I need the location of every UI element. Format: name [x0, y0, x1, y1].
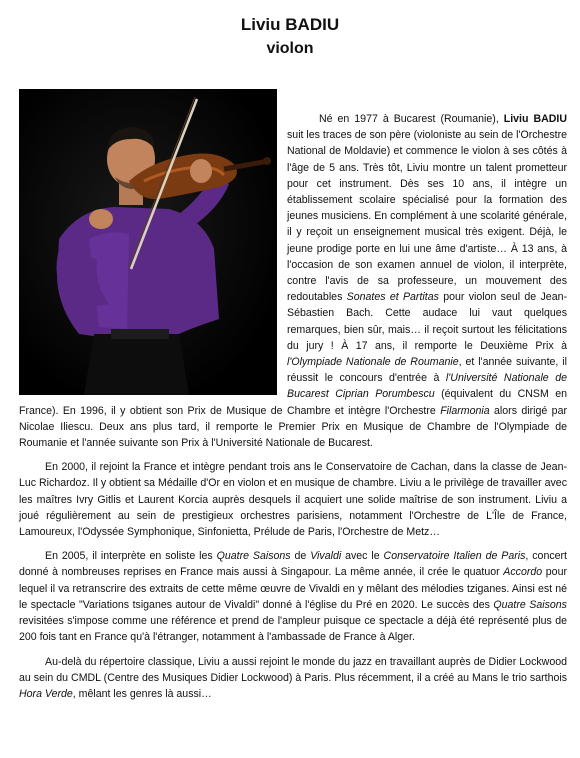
- italic-run: Filarmonia: [440, 404, 490, 417]
- violinist-photo: [19, 89, 277, 395]
- italic-run: Quatre Saisons: [216, 550, 291, 563]
- text-run: pour lequel il va retranscrire des extraits de cette même œuvre de Vivaldi en y mêlant des mélodies tziganes. Ainsi est né le spectacle "Variations tsiganes autour de Vivaldi" donné à l'église du Pré en 2020. Le succès des: [19, 566, 567, 611]
- italic-run: Hora Verde: [19, 687, 73, 700]
- text-run: , mêlant les genres là aussi…: [72, 687, 212, 700]
- italic-run: l'Université Nationale de Bucarest Ciprian Porumbescu: [287, 372, 567, 401]
- paragraph-3: [19, 548, 567, 645]
- italic-run: Quatre Saisons: [493, 598, 567, 611]
- text-run: revisitées s'impose comme une référence et prend de l'ampleur puisque ce spectacle a déjà été représenté plus de 200 fois tant en France qu'à l'étranger, notamment à l'ambassade de France à Alger.: [19, 615, 567, 644]
- biography-text: [19, 111, 567, 710]
- italic-run: l'Olympiade Nationale de Roumanie: [287, 356, 459, 369]
- paragraph-2: En 2000, il rejoint la France et intègre pendant trois ans le Conservatoire de Cachan, dans la classe de Jean-Luc Richardoz. Il y obtient sa Médaille d'Or en violon et en musique de chambre. Liviu a le privilège de travailler avec les maîtres Ivry Gitlis et Laurent Korcia auprès desquels il acquiert une solide maîtrise de son instrument. Liviu a joué régulièrement au sein de prestigieux orchestres parisiens, notamment l'Orchestre de L'Île de France, Lamoureux, l'Odyssée Symphonique, Sinfonietta, Prélude de Paris, l'Orchestre de Metz…: [19, 461, 567, 539]
- italic-run: Sonates et Partitas: [346, 291, 439, 304]
- text-run: alors dirigé par Nicolae Iliescu. Deux ans plus tard, il remporte le Premier Prix en Musique de Chambre de l'Olympiade de Roumanie et l'année suivante son Prix à l'Université Nationale de Bucarest.: [19, 404, 567, 450]
- text-run: En 2005, il interprète en soliste les: [45, 550, 217, 563]
- text-run: de: [290, 550, 311, 563]
- text-run: , concert donné à nombreuses reprises en France mais aussi à Singapour. La même année, il crée le quatuor: [19, 550, 567, 579]
- text-run: pour violon seul de Jean-Sébastien Bach. Cette audace lui vaut quelques remarques, bien sûr, mais… il reçoit surtout les félicitations du jury ! À 17 ans, il remporte le Deuxième Prix à: [287, 291, 567, 352]
- paragraph-4: [19, 654, 567, 703]
- text-run: (équivalent du CNSM en France). En 1996, il y obtient son Prix de Musique de Chambre et intègre l'Orchestre: [19, 388, 567, 417]
- italic-run: Conservatoire Italien de Paris: [383, 550, 526, 563]
- artist-name: Liviu BADIU: [503, 113, 567, 125]
- violinist-illustration: [19, 89, 277, 395]
- text-run: avec le: [341, 550, 384, 563]
- italic-run: Accordo: [503, 566, 543, 579]
- text-run: Né en 1977 à Bucarest (Roumanie),: [319, 113, 504, 125]
- text-run: Au-delà du répertoire classique, Liviu a aussi rejoint le monde du jazz en travaillant auprès de Didier Lockwood au sein du CMDL (Centre des Musiques Didier Lockwood) à Paris. Plus récemment, il a créé au Mans le trio sarthois: [19, 655, 567, 684]
- text-run: , et l'année suivante, il réussit le concours d'entrée à: [287, 356, 567, 385]
- page-subtitle: violon: [266, 40, 314, 57]
- page-title: Liviu BADIU: [240, 15, 340, 34]
- text-run: suit les traces de son père (violoniste au sein de l'Orchestre National de Moldavie) et commence le violon à ses côtés à l'âge de 5 ans. Très tôt, Liviu montre un talent prometteur pour cet instrument. Dès ses 10 ans, il intègre un établissement scolaire spécialisé pour la formation des jeunes musiciens. En complément à une scolarité générale, il y reçoit un enseignement musical très exigent. Déjà, le jeune prodige porte en lui une âme d'artiste… À 13 ans, à l'occasion de son examen annuel de violon, il interprète, contre l'avis de sa professeure, un mouvement des redoutables: [287, 129, 567, 304]
- italic-run: Vivaldi: [310, 550, 342, 563]
